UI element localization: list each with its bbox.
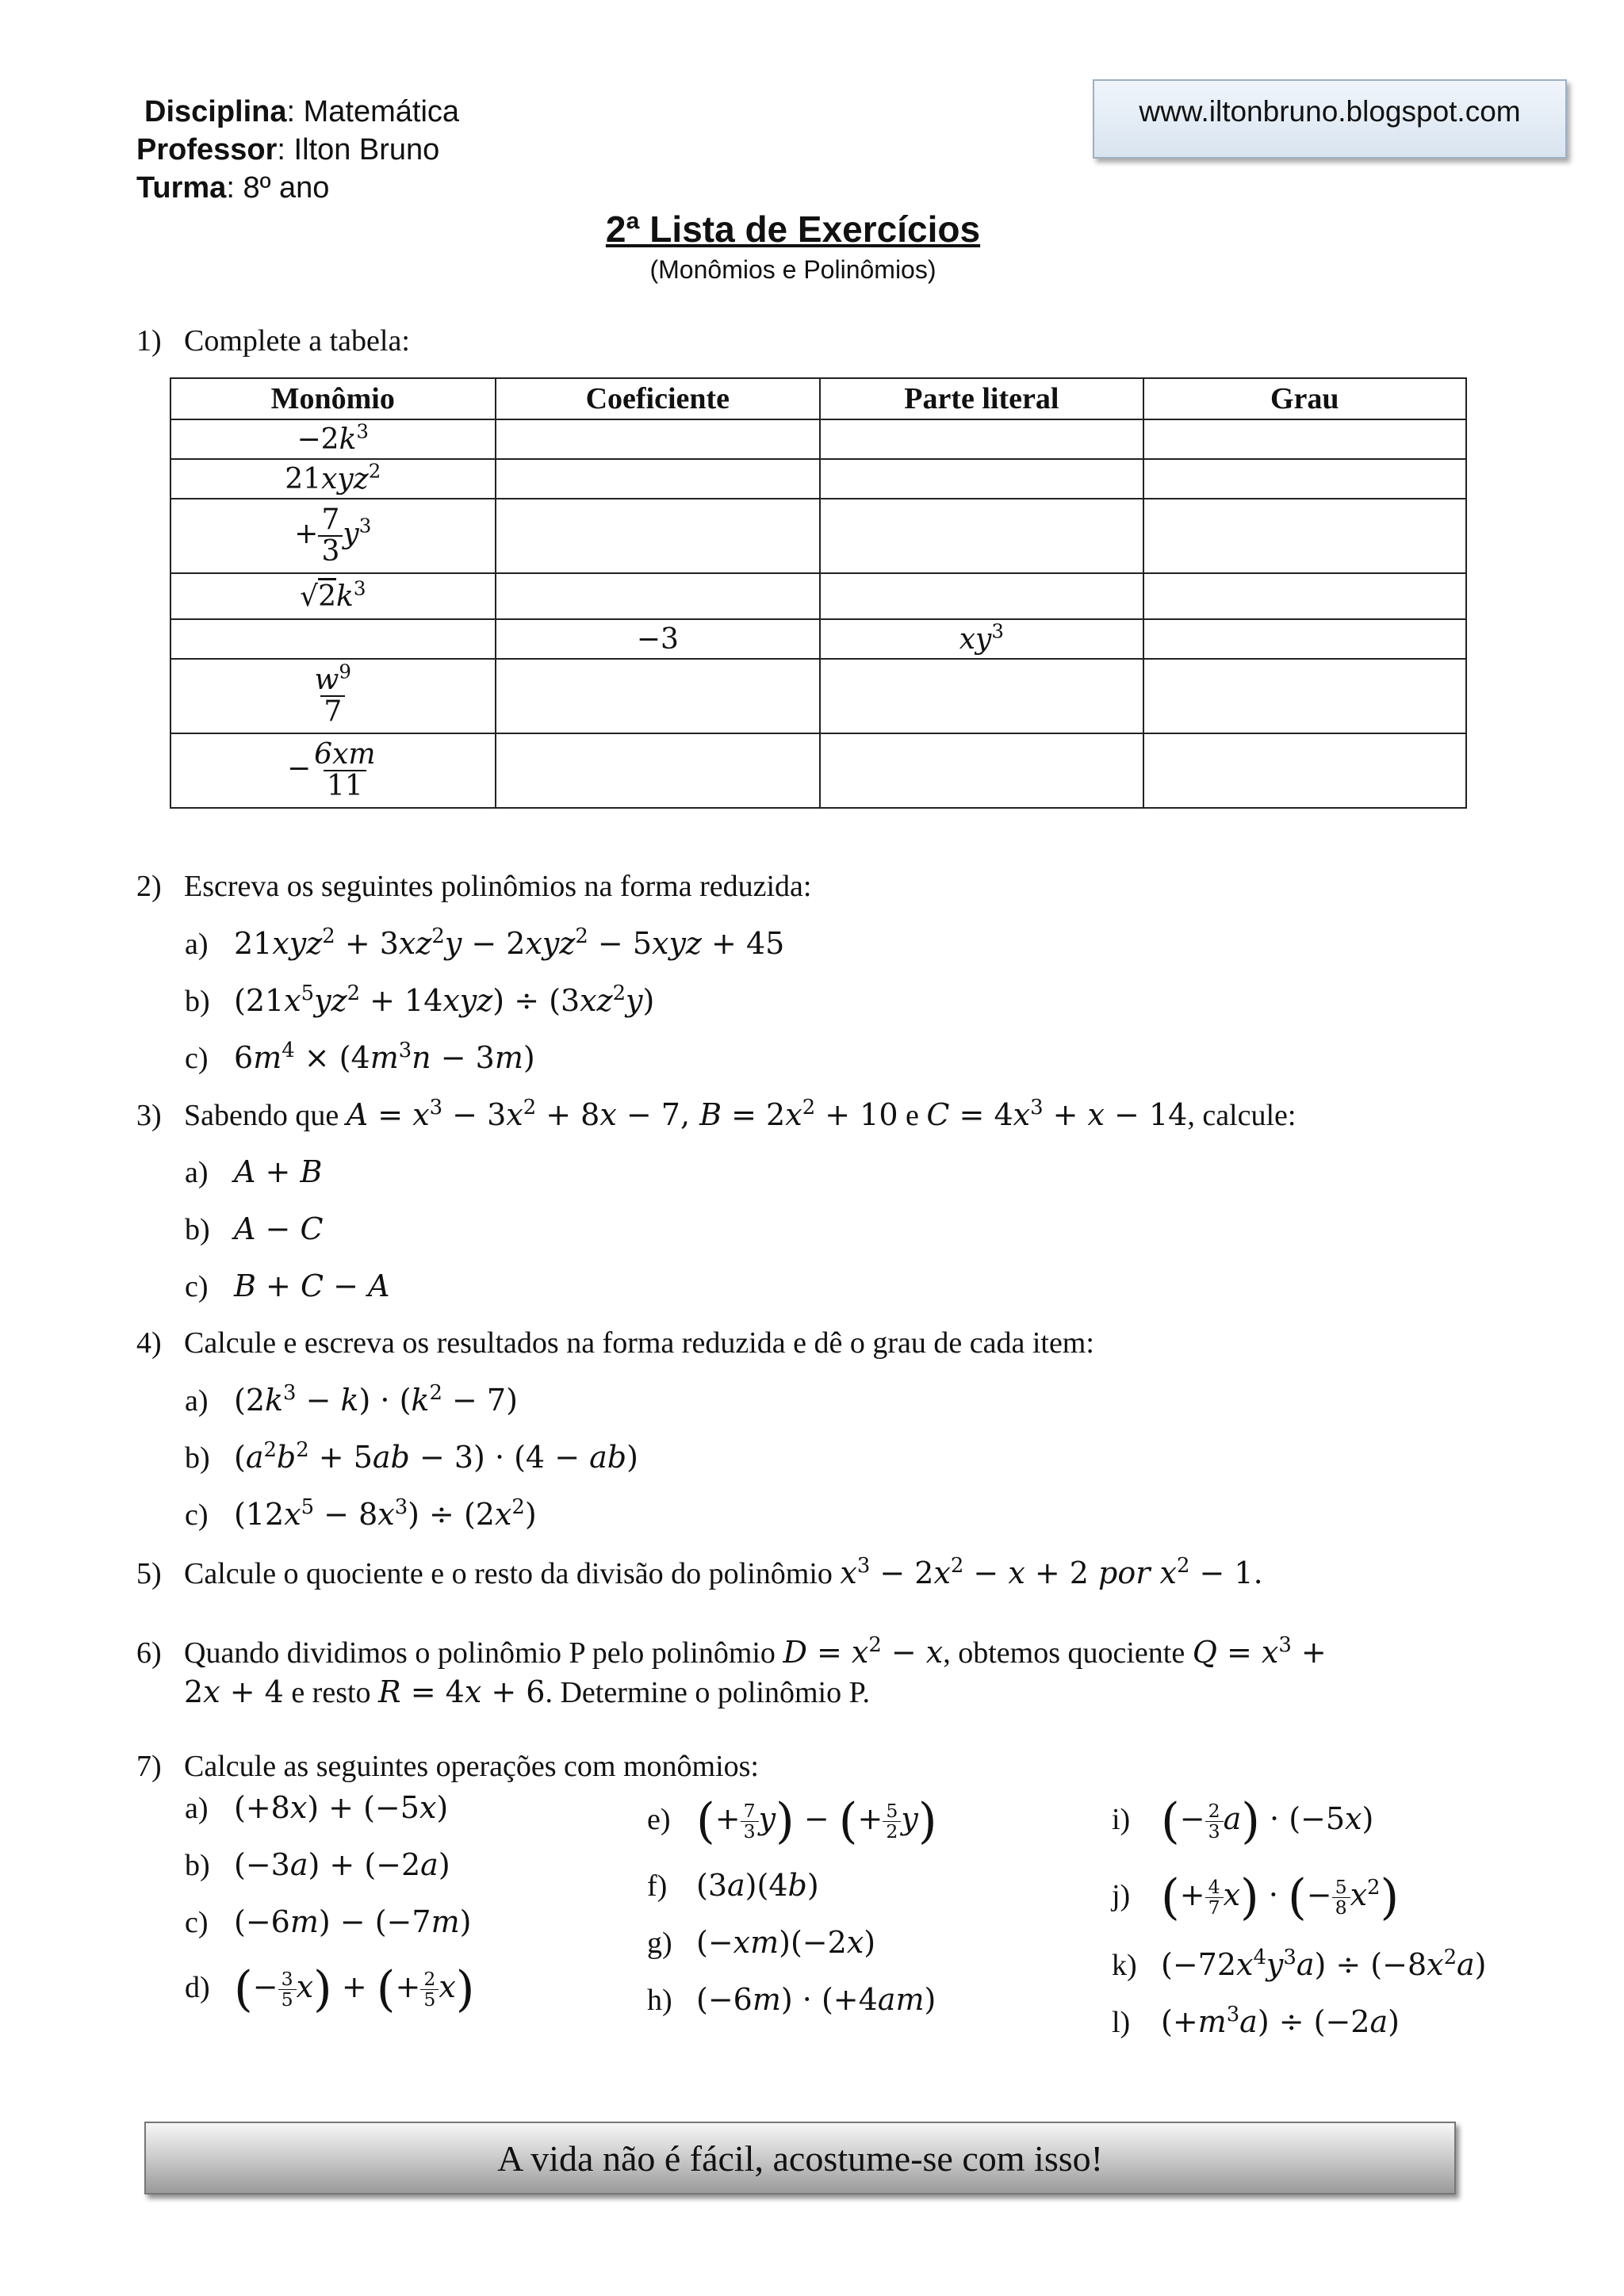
- table-row: [170, 459, 1466, 499]
- q2-item-b: b) $(21x^5yz^2 + 14xyz) \div (3xz^2y)$: [185, 981, 655, 1018]
- table-row: [170, 619, 1466, 659]
- table-header-monomio: Monômio: [170, 378, 496, 419]
- page-subtitle: (Monômios e Polinômios): [649, 255, 936, 284]
- table-row: [170, 573, 1466, 619]
- monomial-1: $-2k^3$: [170, 419, 496, 459]
- table-row: [170, 419, 1466, 459]
- q7-item-g: g) (−xm)(−2x): [647, 1925, 876, 1960]
- q7-item-i: i) (− $\frac{2}{3}$ a) · (−5x): [1112, 1793, 1374, 1850]
- q7-item-c: c) (−6m) − (−7m): [185, 1904, 472, 1939]
- q2-item-c: c) $6m^4 \times (4m^3n - 3m)$: [185, 1038, 535, 1075]
- teacher-line: [136, 133, 439, 167]
- q3-item-b: b) A − C: [185, 1211, 324, 1246]
- discipline-label: Disciplina: [144, 95, 287, 128]
- q7-item-l: l) $(+m^3a) \div (-2a)$: [1112, 2002, 1400, 2039]
- discipline-value: : Matemática: [286, 95, 460, 128]
- table-row: [170, 733, 1466, 808]
- class-line: [136, 171, 329, 205]
- class-label: Turma: [136, 171, 227, 205]
- table-row: [170, 499, 1466, 573]
- page-title: 2ª Lista de Exercícios: [605, 209, 981, 250]
- literal-part-given: $xy^3$: [820, 619, 1143, 659]
- q4-item-c: c) $(12x^5 - 8x^3) \div (2x^2)$: [185, 1494, 537, 1532]
- q4-item-b: b) $(a^2b^2 + 5ab - 3) \cdot (4 - ab)$: [185, 1437, 638, 1475]
- coefficient-given: −3: [496, 619, 821, 659]
- table-header-parte-literal: Parte literal: [820, 378, 1143, 419]
- discipline-line: [144, 95, 459, 129]
- q2-item-a: a) $21xyz^2 + 3xz^2y - 2xyz^2 - 5xyz + 45$: [185, 924, 785, 961]
- table-header-grau: Grau: [1143, 378, 1466, 419]
- teacher-value: : Ilton Bruno: [277, 133, 440, 166]
- monomial-6: $\frac{w^9}{7}$: [170, 659, 496, 733]
- question-2: 2) Escreva os seguintes polinômios na forma reduzida:: [136, 870, 812, 903]
- q7-item-e: e) (+ $\frac{7}{3}$ y) − (+ $\frac{5}{2}$ y): [647, 1793, 937, 1850]
- question-3: 3) Sabendo que $A = x^3 - 3x^2 + 8x - 7$, $B = 2x^2 + 10$ e $C = 4x^3 + x - 14$, calcule:: [136, 1095, 1297, 1132]
- q7-item-k: k) $(-72x^4y^3a) \div (-8x^2a)$: [1112, 1945, 1487, 1982]
- question-7: 7) Calcule as seguintes operações com monômios:: [136, 1750, 759, 1783]
- table-header-coeficiente: Coeficiente: [496, 378, 821, 419]
- q7-item-b: b) (−3a) + (−2a): [185, 1847, 450, 1882]
- q7-item-f: f) (3a)(4b): [647, 1868, 819, 1903]
- q7-item-d: d) (− $\frac{3}{5}$ x) + (+ $\frac{2}{5}$ x): [185, 1961, 475, 2018]
- class-value: : 8º ano: [226, 171, 330, 205]
- monomial-4: $√2k^3$: [170, 573, 496, 619]
- monomial-2: 21xyz$^2$: [170, 459, 496, 499]
- question-4: 4) Calcule e escreva os resultados na forma reduzida e dê o grau de cada item:: [136, 1326, 1094, 1360]
- monomial-3: + $\frac{7}{3}$ $y^3$: [170, 499, 496, 573]
- q3-item-c: c) B + C − A: [185, 1269, 390, 1303]
- website-box: [1093, 79, 1567, 159]
- question-6: 6) Quando dividimos o polinômio P pelo polinômio $D = x^2 - x$, obtemos quociente $Q = x^3$ +: [136, 1632, 1327, 1670]
- q7-item-a: a) (+8x) + (−5x): [185, 1790, 449, 1825]
- monomial-7: − $\frac{6xm}{11}$: [170, 733, 496, 808]
- q3-item-a: a) A + B: [185, 1154, 323, 1189]
- q7-item-h: h) (−6m) · (+4am): [647, 1982, 936, 2017]
- question-6-line-2: 2x + 4 e resto R = 4x + 6. Determine o polinômio P.: [184, 1674, 871, 1709]
- q4-item-a: a) $(2k^3 - k) \cdot (k^2 - 7)$: [185, 1380, 518, 1418]
- teacher-label: Professor: [136, 133, 278, 166]
- website-link[interactable]: www.iltonbruno.blogspot.com: [1139, 95, 1521, 128]
- question-1: 1) Complete a tabela:: [136, 324, 410, 358]
- question-5: 5) Calcule o quociente e o resto da divisão do polinômio $x^3 - 2x^2 - x + 2$ por $x^2 - 1$.: [136, 1553, 1263, 1590]
- footer-quote: A vida não é fácil, acostume-se com isso!: [144, 2122, 1456, 2195]
- monomial-table: [170, 377, 1467, 809]
- table-row: [170, 659, 1466, 733]
- q7-item-j: j) (+ $\frac{4}{7}$ x) · (− $\frac{5}{8}$ $x^2$): [1112, 1869, 1400, 1926]
